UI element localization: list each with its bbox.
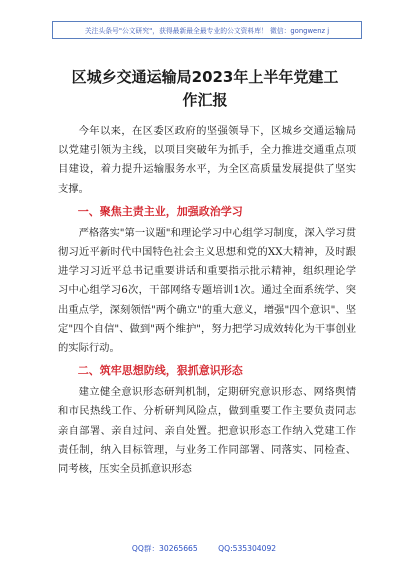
- document-title: [40, 66, 370, 112]
- intro-paragraph: 今年以来，在区委区政府的坚强领导下，区城乡交通运输局以党建引领为主线，以项目突破年为抓手，全力推进交通重点项目建设，着力提升运输服务水平，为全区高质量发展提供了坚实支撑。: [58, 125, 356, 195]
- footer-qq-group: QQ群：30265665: [131, 544, 198, 553]
- header-banner: [52, 21, 362, 39]
- title-line-1: 区城乡交通运输局2023年上半年党建工: [71, 68, 339, 86]
- section-2-heading: 二、筑牢思想防线，狠抓意识形态: [77, 364, 243, 378]
- page-footer: [0, 543, 408, 554]
- section-1-heading: 一、聚焦主责主业，加强政治学习: [77, 204, 243, 218]
- document-body: [58, 122, 356, 479]
- title-line-2: 作汇报: [182, 91, 228, 109]
- section-1-paragraph: 严格落实"第一议题"和理论学习中心组学习制度，深入学习贯彻习近平新时代中国特色社会主义思想和党的XX大精神，及时跟进学习习近平总书记重要讲话和重要指示批示精神，组织理论学习中心组学习6次，干部网络专题培训1次。通过全面系统学、突出重点学，深刻领悟"两个确立"的重大意义，增强"四个意识"、坚定"四个自信"、做到"两个维护"，努力把学习成效转化为干事创业的实际行动。: [58, 226, 356, 355]
- banner-text: 关注头条号"公文研究"，获得最新最全最专业的公文资料库！ 微信：gongwenz j: [84, 27, 330, 35]
- section-2-paragraph: 建立健全意识形态研判机制，定期研究意识形态、网络舆情和市民热线工作、分析研判风险点，做到重要工作主要负责同志亲自部署、亲自过问、亲自处置。把意识形态工作纳入党建工作责任制，纳入目标管理，与业务工作同部署、同落实、同检查、同考核，压实全员抓意识形态: [58, 386, 356, 476]
- footer-qq: QQ:535304092: [218, 544, 277, 553]
